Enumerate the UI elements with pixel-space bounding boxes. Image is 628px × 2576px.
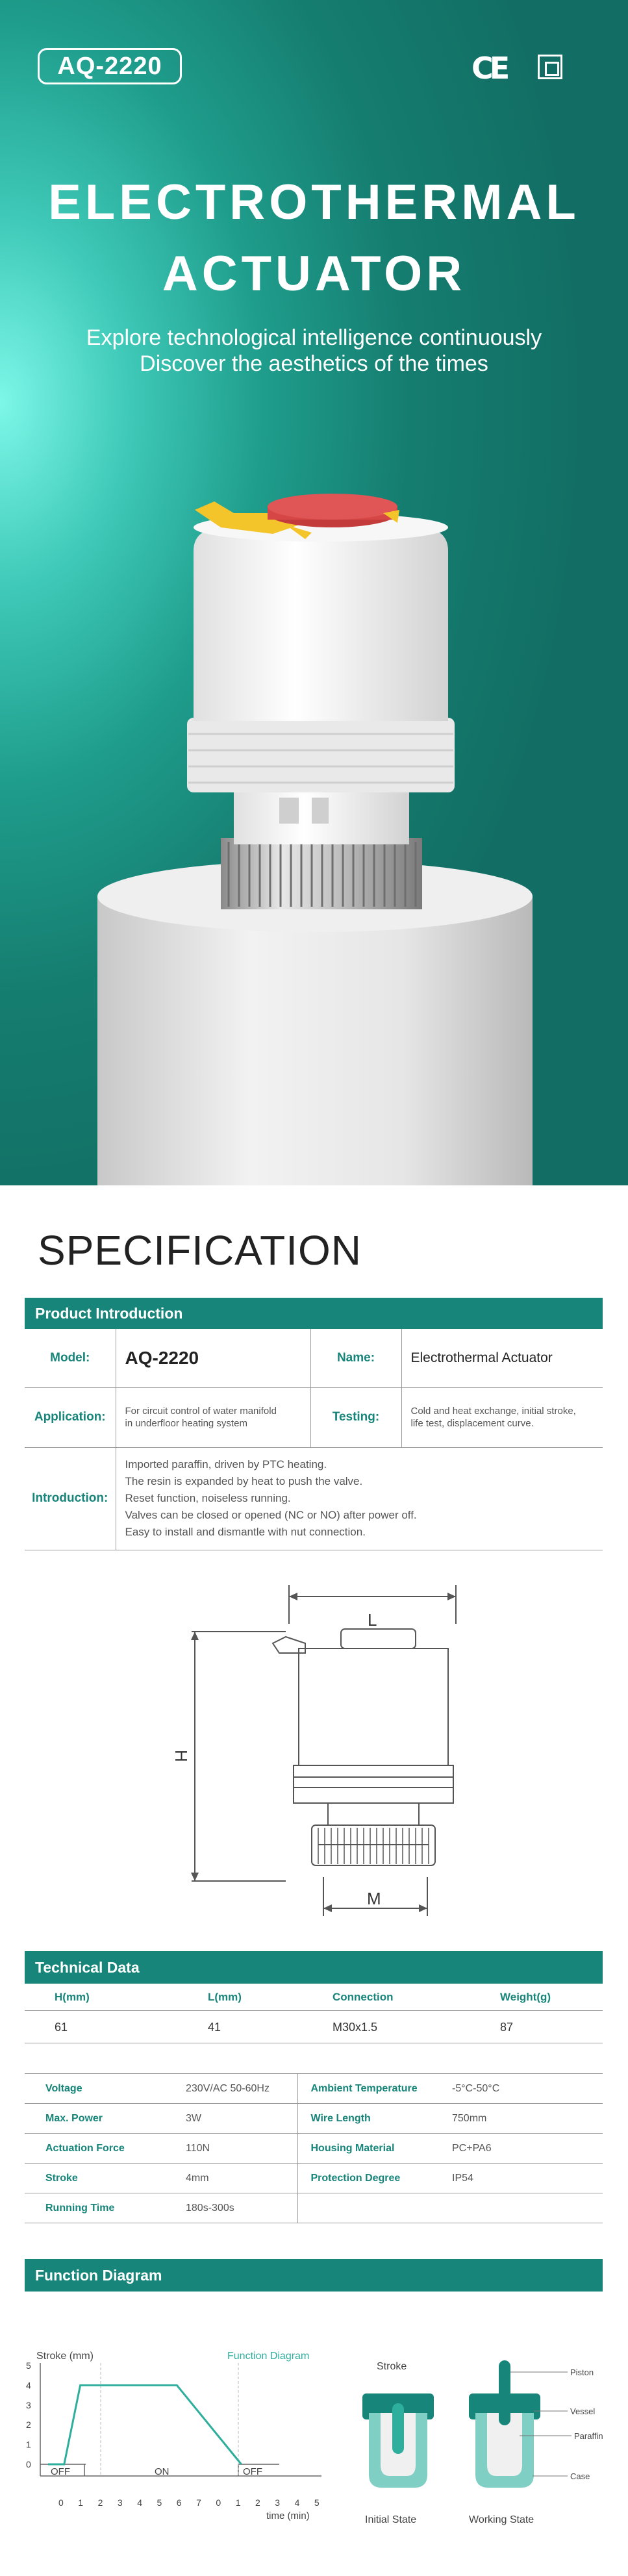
- y-tick-label: 4: [26, 2380, 31, 2391]
- ce-mark-icon: CE: [471, 51, 507, 86]
- application-line: For circuit control of water manifold: [125, 1406, 277, 1417]
- stroke-curve: [48, 2385, 242, 2464]
- introduction-line: Reset function, noiseless running.: [125, 1492, 291, 1504]
- y-tick-label: 0: [26, 2459, 31, 2469]
- dimension-label-H: H: [171, 1750, 191, 1762]
- x-tick-label: 5: [314, 2497, 320, 2508]
- state-label-on: ON: [155, 2466, 170, 2477]
- param-label: Actuation Force: [25, 2134, 181, 2164]
- initial-state-caption: Initial State: [365, 2514, 417, 2525]
- param-row: [25, 2193, 603, 2223]
- param-label: Ambient Temperature: [297, 2074, 447, 2104]
- introduction-label: Introduction:: [25, 1447, 116, 1550]
- hero-title-line1: ELECTROTHERMAL: [48, 175, 580, 230]
- param-label: Wire Length: [297, 2104, 447, 2134]
- application-label: Application:: [25, 1387, 116, 1447]
- header-weight: Weight(g): [500, 1991, 551, 2003]
- param-label: Stroke: [25, 2164, 181, 2193]
- param-row: [25, 2074, 603, 2104]
- name-value: Electrothermal Actuator: [401, 1329, 603, 1387]
- x-tick-label: 4: [137, 2497, 142, 2508]
- value-h: 61: [55, 2021, 68, 2034]
- x-tick-label: 5: [157, 2497, 162, 2508]
- param-row: [25, 2104, 603, 2134]
- y-tick-label: 5: [26, 2360, 31, 2371]
- state-label-off: OFF: [243, 2466, 262, 2477]
- model-badge: AQ-2220: [38, 48, 182, 84]
- x-tick-label: 6: [176, 2497, 182, 2508]
- stroke-caption: Stroke: [377, 2361, 407, 2372]
- part-label-case: Case: [570, 2471, 590, 2481]
- part-label-piston: Piston: [570, 2368, 594, 2377]
- x-tick-label: 3: [275, 2497, 281, 2508]
- y-axis-label: Stroke (mm): [36, 2351, 94, 2362]
- function-diagram-band: Function Diagram: [25, 2259, 603, 2292]
- param-label: Protection Degree: [297, 2164, 447, 2193]
- technical-data-header-row: [25, 1984, 603, 2011]
- technical-data-band: Technical Data: [25, 1951, 603, 1984]
- actuator-product-image: [0, 455, 628, 1185]
- x-tick-label: 3: [117, 2497, 123, 2508]
- param-value: IP54: [447, 2164, 603, 2193]
- application-value: [116, 1387, 310, 1447]
- param-label: Housing Material: [297, 2134, 447, 2164]
- testing-line: Cold and heat exchange, initial stroke,: [410, 1406, 576, 1417]
- x-tick-label: 0: [216, 2497, 221, 2508]
- y-tick-label: 2: [26, 2419, 31, 2431]
- param-value: 180s-300s: [181, 2193, 297, 2223]
- technical-data-value-row: [25, 2011, 603, 2043]
- value-connection: M30x1.5: [333, 2021, 378, 2034]
- hero-title-line2: ACTUATOR: [162, 246, 466, 301]
- dimension-drawing: [0, 1572, 628, 1936]
- header-h: H(mm): [55, 1991, 90, 2003]
- chart-title: Function Diagram: [227, 2351, 310, 2362]
- introduction-line: Imported paraffin, driven by PTC heating.: [125, 1458, 327, 1471]
- testing-line: life test, displacement curve.: [410, 1418, 534, 1429]
- value-weight: 87: [500, 2021, 514, 2034]
- parameters-table: [25, 2073, 603, 2223]
- name-label: Name:: [310, 1329, 401, 1387]
- testing-value: [401, 1387, 603, 1447]
- param-label: [297, 2193, 447, 2223]
- working-state-caption: Working State: [469, 2514, 534, 2525]
- specification-heading: SPECIFICATION: [38, 1227, 362, 1274]
- introduction-line: Valves can be closed or opened (NC or NO) after power off.: [125, 1509, 417, 1521]
- introduction-line: The resin is expanded by heat to push the valve.: [125, 1475, 363, 1487]
- application-line: in underfloor heating system: [125, 1418, 247, 1429]
- product-introduction-table: [25, 1329, 603, 1550]
- param-value: [447, 2193, 603, 2223]
- product-introduction-band: Product Introduction: [25, 1298, 603, 1329]
- param-value: 750mm: [447, 2104, 603, 2134]
- y-tick-label: 3: [26, 2399, 31, 2410]
- header-connection: Connection: [333, 1991, 394, 2003]
- dimension-label-M: M: [367, 1889, 381, 1908]
- x-tick-label: 2: [97, 2497, 103, 2508]
- testing-label: Testing:: [310, 1387, 401, 1447]
- x-tick-label: 4: [294, 2497, 300, 2508]
- value-l: 41: [208, 2021, 221, 2034]
- x-tick-label: 1: [235, 2497, 241, 2508]
- param-label: Voltage: [25, 2074, 181, 2104]
- model-label: Model:: [25, 1329, 116, 1387]
- double-insulation-icon: [538, 55, 562, 79]
- param-value: -5°C-50°C: [447, 2074, 603, 2104]
- param-row: [25, 2164, 603, 2193]
- initial-state-schematic: [362, 2393, 434, 2488]
- param-row: [25, 2134, 603, 2164]
- x-tick-label: 7: [196, 2497, 201, 2508]
- param-value: 110N: [181, 2134, 297, 2164]
- model-value: AQ-2220: [116, 1329, 310, 1387]
- introduction-text: [116, 1447, 603, 1550]
- param-label: Max. Power: [25, 2104, 181, 2134]
- introduction-line: Easy to install and dismantle with nut connection.: [125, 1526, 366, 1538]
- state-label-off: OFF: [51, 2466, 70, 2477]
- hero-banner: [0, 0, 628, 1185]
- param-value: 230V/AC 50-60Hz: [181, 2074, 297, 2104]
- hero-subtitle-line2: Discover the aesthetics of the times: [140, 351, 488, 376]
- part-label-paraffin: Paraffin: [574, 2431, 603, 2441]
- y-tick-label: 1: [26, 2439, 31, 2450]
- param-label: Running Time: [25, 2193, 181, 2223]
- part-label-vessel: Vessel: [570, 2406, 596, 2416]
- hero-subtitle-line1: Explore technological intelligence continuously: [86, 325, 542, 350]
- param-value: 3W: [181, 2104, 297, 2134]
- x-tick-label: 0: [58, 2497, 64, 2508]
- param-value: 4mm: [181, 2164, 297, 2193]
- x-tick-label: 1: [78, 2497, 84, 2508]
- function-diagram: [0, 2312, 628, 2540]
- x-axis-label: time (min): [266, 2510, 310, 2521]
- param-value: PC+PA6: [447, 2134, 603, 2164]
- working-state-schematic: [469, 2360, 540, 2488]
- x-tick-label: 2: [255, 2497, 260, 2508]
- header-l: L(mm): [208, 1991, 242, 2003]
- dimension-label-L: L: [368, 1610, 377, 1630]
